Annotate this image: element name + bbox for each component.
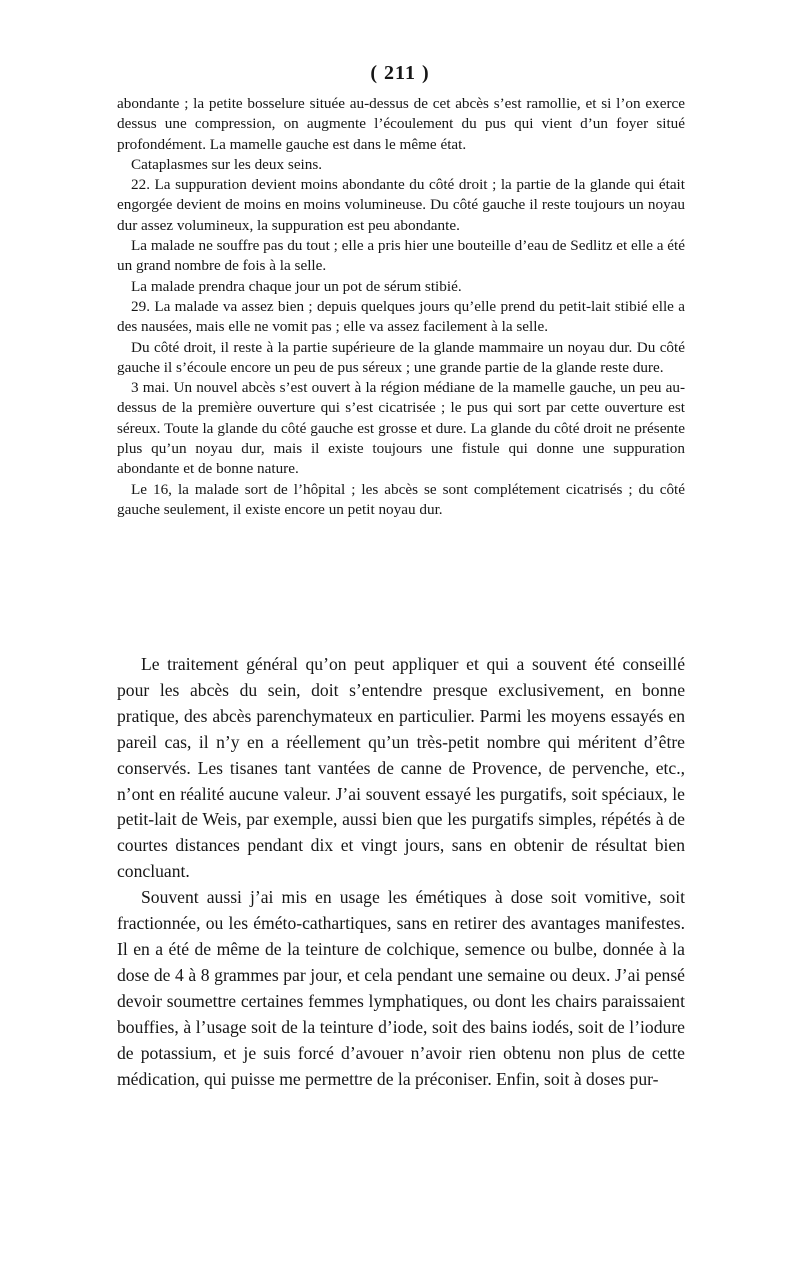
main-text bbox=[117, 652, 685, 1092]
paragraph: abondante ; la petite bosselure située au-dessus de cet abcès s’est ramollie, et si l’on exerce dessus une compression, on augmente l’écoulement du pus qui vient d’un foyer situé profondément. La mamelle gauche est dans le même état. bbox=[117, 95, 685, 153]
paragraph: 29. La malade va assez bien ; depuis quelques jours qu’elle prend du petit-lait stibié elle a des nausées, mais elle ne vomit pas ; elle va assez facilement à la selle. bbox=[117, 297, 685, 336]
case-observation bbox=[117, 94, 685, 520]
paragraph: Le 16, la malade sort de l’hôpital ; les abcès se sont complétement cicatrisés ; du côté gauche seulement, il existe encore un petit noyau dur. bbox=[117, 480, 685, 518]
paragraph: Souvent aussi j’ai mis en usage les émétiques à dose soit vomitive, soit fractionnée, ou les éméto-cathartiques, sans en retirer des avantages manifestes. Il en a été de même de la teinture de colchique, semence ou bulbe, donnée à la dose de 4 à 8 grammes par jour, et cela pendant une semaine ou deux. J’ai pensé devoir soumettre certaines femmes lymphatiques, ou dont les chairs paraissaient bouffies, à l’usage soit de la teinture d’iode, soit des bains iodés, soit de l’iodure de potassium, et je suis forcé d’avouer n’avoir rien obtenu non plus de cette médication, qui puisse me permettre de la préconiser. Enfin, soit à doses pur- bbox=[117, 887, 685, 1089]
page-number: ( 211 ) bbox=[370, 62, 430, 84]
paragraph: La malade ne souffre pas du tout ; elle a pris hier une bouteille d’eau de Sedlitz et elle a été un grand nombre de fois à la selle. bbox=[117, 237, 685, 275]
paragraph: 22. La suppuration devient moins abondante du côté droit ; la partie de la glande qui était engorgée devient de moins en moins volumineuse. Du côté gauche il reste toujours un noyau dur assez volumineux, la suppuration est peu abondante. bbox=[117, 176, 685, 234]
paragraph: Cataplasmes sur les deux seins. bbox=[131, 155, 323, 173]
paragraph: Du côté droit, il reste à la partie supérieure de la glande mammaire un noyau dur. Du côté gauche il s’écoule encore un peu de pus séreux ; une grande partie de la glande reste dure. bbox=[117, 338, 685, 376]
paragraph: Le traitement général qu’on peut appliquer et qui a souvent été conseillé pour les abcès du sein, doit s’entendre presque exclusivement, en bonne pratique, des abcès parenchymateux en particulier. Parmi les moyens essayés en pareil cas, il n’y en a réellement qu’un très-petit nombre qui méritent d’être conservés. Les tisanes tant vantées de canne de Provence, de pervenche, etc., n’ont en réalité aucune valeur. J’ai souvent essayé les purgatifs, soit spéciaux, le petit-lait de Weis, par exemple, aussi bien que les purgatifs simples, répétés à de courtes distances pendant dix et vingt jours, sans en obtenir de résultat bien concluant. bbox=[117, 654, 685, 882]
paragraph: La malade prendra chaque jour un pot de sérum stibié. bbox=[131, 277, 462, 295]
paragraph: 3 mai. Un nouvel abcès s’est ouvert à la région médiane de la mamelle gauche, un peu au-dessus de la première ouverture qui s’est cicatrisée ; le pus qui sort par cette ouverture est séreux. Toute la glande du côté gauche est grosse et dure. La glande du côté droit ne présente plus qu’un noyau dur, mais il existe toujours une fistule qui donne une suppuration abondante et de bonne nature. bbox=[117, 379, 685, 478]
